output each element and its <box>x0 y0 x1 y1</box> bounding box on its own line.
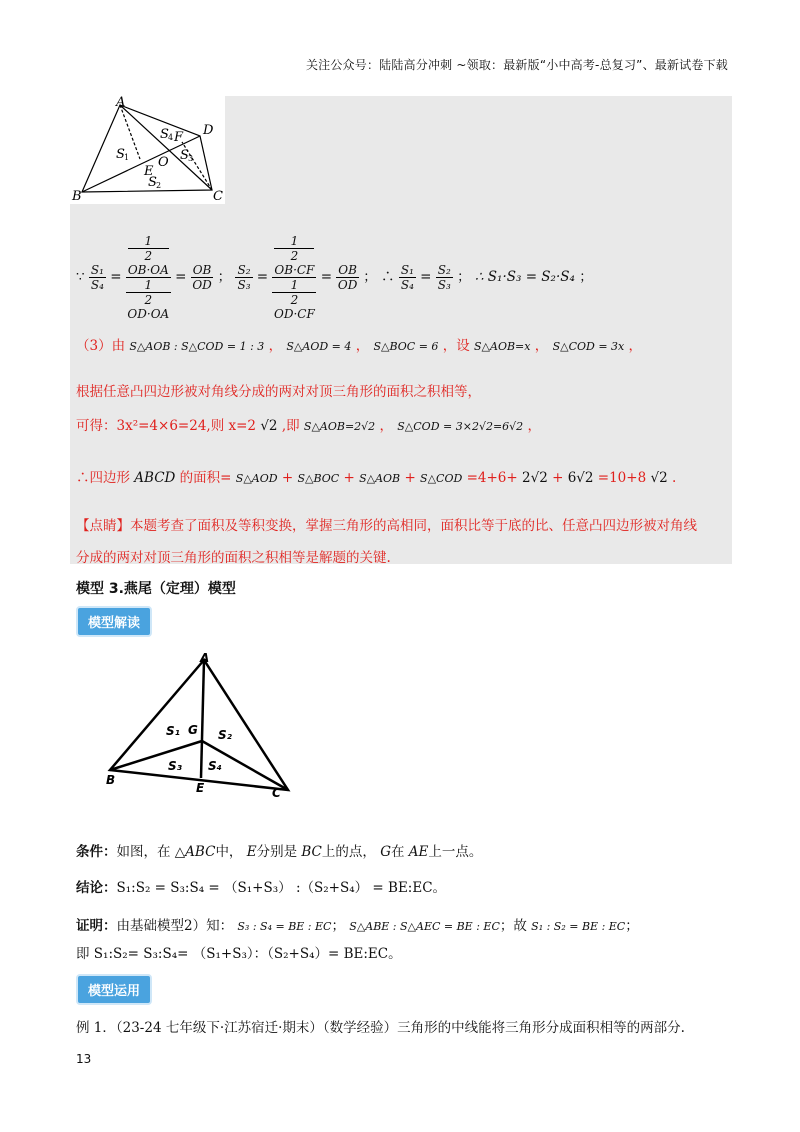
label-C2: C <box>272 786 281 800</box>
model-reading-tag: 模型解读 <box>76 606 152 637</box>
ratio-equation-line: ∵ $\frac{\text{S₁}}{\text{S₄}}$ = 1 2 OB·OA 1 2 OD·OA = $\frac{OB}{OD}$ ； $\frac{\text{S₂}}{\text{S₃}}$ = 1 2 OB·CF 1 2 OD·CF = $\frac{OB}{OD}$ ； ∴ $\frac{\text{S₁}}{\text{S₄}}$ = $\frac{\text{S₂}}{\text{S₃}}$ ； ∴ S₁·S₃ = S₂·S₄ ； <box>76 234 593 321</box>
svg-text:1: 1 <box>124 153 130 162</box>
label-S1: S <box>116 147 125 162</box>
quadrilateral-figure <box>70 96 230 206</box>
theorem-line: 根据任意凸四边形被对角线分成的两对对顶三角形的面积之积相等， <box>76 384 481 400</box>
section-heading: 模型 3.燕尾（定理）模型 <box>76 581 236 597</box>
label-O: O <box>158 155 169 170</box>
svg-text:2: 2 <box>156 181 162 190</box>
label-A2: A <box>200 651 210 665</box>
note-line-2: 分成的两对对顶三角形的面积之积相等是解题的关键. <box>76 550 391 566</box>
label-F: F <box>174 130 184 145</box>
label-S2: S <box>148 175 157 190</box>
label-S4b: S₄ <box>208 759 222 773</box>
label-E2: E <box>196 781 205 795</box>
condition-line: 条件：如图，在 △ABC中， E分别是 BC上的点， G在 AE上一点。 <box>76 844 483 860</box>
proof-conclusion-line: 即 S₁:S₂= S₃:S₄= （S₁+S₃）：（S₂+S₄）= BE:EC。 <box>76 946 402 962</box>
label-E: E <box>144 164 154 179</box>
note-line-1: 【点睛】本题考查了面积及等积变换，掌握三角形的高相同，面积比等于底的比、任意凸四边形被对角线 <box>76 518 697 534</box>
label-S2b: S₂ <box>218 728 232 742</box>
label-G2: G <box>188 723 198 737</box>
given-areas-line: （3）由 S△AOB : S△COD = 1 : 3 ， S△AOD = 4 ， S△BOC = 6 ，设 S△AOB=x ， S△COD = 3x ， <box>76 338 643 354</box>
label-S3: S <box>180 148 189 163</box>
area-result-line: ∴四边形 ABCD 的面积= S△AOD + S△BOC + S△AOB + S△COD =4+6+ 2√2 + 6√2 =10+8 √2 . <box>76 470 677 486</box>
label-S4: S <box>160 127 169 142</box>
label-B2: B <box>106 773 116 787</box>
page-number: 13 <box>76 1052 92 1066</box>
label-C: C <box>213 189 223 204</box>
example-line: 例 1．（23-24 七年级下·江苏宿迁·期末）（数学经验）三角形的中线能将三角形分成面积相等的两部分. <box>76 1020 685 1036</box>
proof-line: 证明：由基础模型2）知： S₃ : S₄ = BE : EC； S△ABE : S△AEC = BE : EC；故 S₁ : S₂ = BE : EC； <box>76 918 639 934</box>
label-B: B <box>72 189 82 204</box>
swallowtail-figure <box>96 650 302 800</box>
label-D: D <box>203 123 214 138</box>
conclusion-line: 结论：S₁:S₂ = S₃:S₄ = （S₁+S₃） :（S₂+S₄） = BE:EC。 <box>76 880 447 896</box>
label-S3b: S₃ <box>168 759 182 773</box>
svg-text:3: 3 <box>188 154 194 163</box>
svg-text:4: 4 <box>168 133 174 142</box>
label-S1b: S₁ <box>166 724 180 738</box>
model-application-tag: 模型运用 <box>76 974 152 1005</box>
page-header: 关注公众号：陆陆高分冲刺 ~领取：最新版“小中高考-总复习”、最新试卷下载 <box>305 58 728 72</box>
label-A: A <box>116 96 126 110</box>
solve-x-line: 可得：3x²=4×6=24,则 x=2 √2 ,即 S△AOB=2√2 ， S△COD = 3×2√2=6√2 ， <box>76 418 541 434</box>
